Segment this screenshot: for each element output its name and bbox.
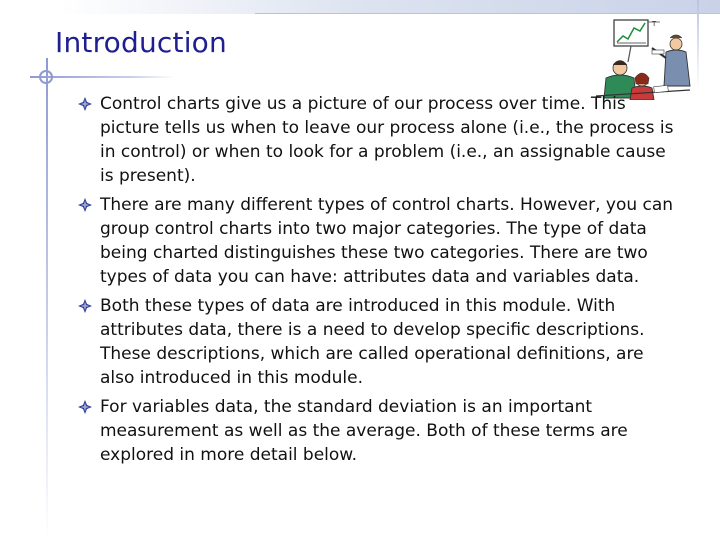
crosshair-circle	[39, 70, 53, 84]
svg-text:T: T	[652, 20, 657, 28]
list-item	[78, 395, 678, 467]
right-decorative-line	[697, 0, 699, 90]
bullet-text: For variables data, the standard deviation is an important measurement as well as the average. Both of these terms are explored in more detail below.	[100, 397, 628, 465]
diamond-star-icon	[78, 198, 92, 212]
diamond-star-icon	[78, 400, 92, 414]
list-item	[78, 193, 678, 289]
list-item	[78, 92, 678, 188]
slide-title: Introduction	[55, 26, 227, 59]
bullet-text: Both these types of data are introduced in this module. With attributes data, there is a need to develop specific descriptions. These descriptions, which are called operational definitions, are also introduced in this module.	[100, 296, 645, 388]
diamond-star-icon	[78, 97, 92, 111]
list-item	[78, 294, 678, 390]
vertical-decorative-line	[46, 58, 48, 540]
bullet-text: Control charts give us a picture of our process over time. This picture tells us when to leave our process alone (i.e., the process is in control) or when to look for a problem (i.e., an assignable cause is present).	[100, 94, 674, 186]
top-decorative-line	[255, 13, 720, 14]
top-decorative-bar	[60, 0, 720, 14]
bullet-list	[78, 92, 678, 472]
bullet-text: There are many different types of control charts. However, you can group control charts into two major categories. The type of data being charted distinguishes these two categories. There are two types of data you can have: attributes data and variables data.	[100, 195, 674, 287]
diamond-star-icon	[78, 299, 92, 313]
people-at-chart-clipart	[590, 16, 696, 100]
